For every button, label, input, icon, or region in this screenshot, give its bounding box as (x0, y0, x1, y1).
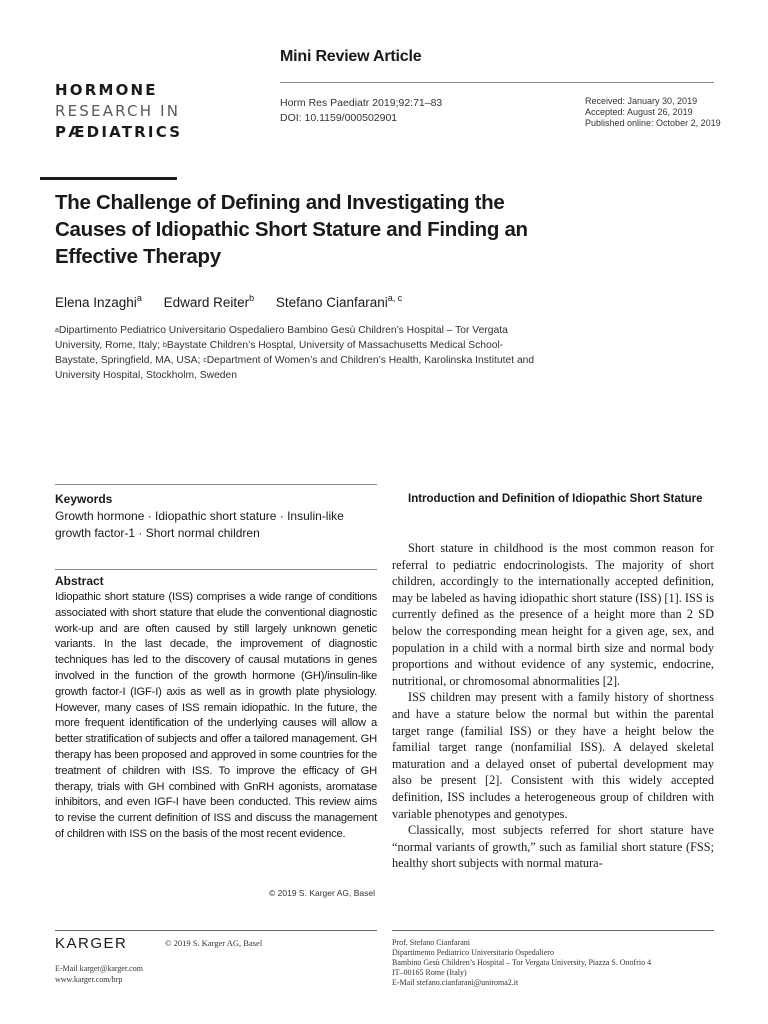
corr-address-line: Dipartimento Pediatrico Universitario Ospedaliero (392, 948, 554, 957)
affiliation-text: Dipartimento Pediatrico Universitario Ospedaliero Bambino Gesù Children’s Hospital – Tor Vergata University, Rome, Italy; (55, 325, 508, 351)
publisher-email[interactable]: E-Mail karger@karger.com (55, 964, 143, 973)
footer-copyright: © 2019 S. Karger AG, Basel (165, 938, 263, 948)
author (164, 295, 255, 310)
author-affiliation-mark: a (136, 293, 142, 303)
affiliation-mark: c (203, 357, 207, 364)
affiliation-mark: b (162, 342, 167, 349)
article-type: Mini Review Article (280, 48, 422, 65)
date-accepted: Accepted: August 26, 2019 (585, 107, 693, 117)
correspondence-address (392, 938, 651, 988)
author-list (55, 295, 420, 310)
abstract-text: Idiopathic short stature (ISS) comprises a wide range of conditions associated with short stature that elude the conventional diagnostic work-up and are often caused by still largely unknown genetic variants. In the last decade, the improvement of diagnostic techniques has led to the discovery of causal mutations in genes involved in the function of the growth hormone (GH)/insulin-like growth factor-I (IGF-I) axis as well as in growth plate physiology. However, many cases of ISS remain idiopathic. In the future, the more frequent identification of the underlying causes will allow a better stratification of subjects and offer a tailored management. GH therapy has been proposed and approved in some countries for the treatment of children with ISS. To improve the efficacy of GH therapy, trials with GH combined with GnRH agonists, aromatase inhibitors, and even IGF-I have been conducted. This review aims to revise the current definition of ISS and discuss the management of children with ISS on the basis of the most recent evidence. (55, 591, 377, 840)
corr-name: Prof. Stefano Cianfarani (392, 938, 470, 947)
date-published: Published online: October 2, 2019 (585, 118, 721, 128)
author (55, 295, 142, 310)
affiliations (55, 323, 545, 383)
journal-logo (55, 80, 182, 143)
journal-logo-line2: RESEARCH IN (55, 102, 181, 120)
article-title: The Challenge of Defining and Investigating the Causes of Idiopathic Short Stature and Finding an Effective Therapy (55, 191, 528, 268)
author (276, 295, 402, 310)
title-accent-rule (40, 177, 177, 180)
author-affiliation-mark: a, c (387, 293, 403, 303)
affiliation-text: Baystate Children’s Hosptal, University of Massachusetts Medical School-Baystate, Springfield, MA, USA; (55, 340, 504, 366)
publisher-contact (55, 964, 143, 985)
keywords-text: Growth hormone · Idiopathic short stature · Insulin-like growth factor-1 · Short normal children (55, 509, 344, 540)
section-heading: Introduction and Definition of Idiopathic Short Stature (408, 493, 703, 505)
journal-logo-line3: PÆDIATRICS (55, 123, 183, 141)
date-received: Received: January 30, 2019 (585, 96, 698, 106)
publisher-website[interactable]: www.karger.com/hrp (55, 974, 123, 984)
corr-email[interactable]: E-Mail stefano.cianfarani@uniroma2.it (392, 978, 519, 987)
footer-divider-right (392, 930, 714, 931)
affiliation-text: Department of Women’s and Children’s Health, Karolinska Institutet and University Hospital, Stockholm, Sweden (55, 355, 535, 381)
corr-address-line: Bambino Gesù Children’s Hospital – Tor Vergata University, Piazza S. Onofrio 4 (392, 958, 652, 967)
body-paragraph: Classically, most subjects referred for short stature have “normal variants of growth,” such as familial short stature (FSS; healthy short subjects with normal matura- (392, 823, 714, 871)
body-paragraph: ISS children may present with a family history of shortness and have a stature below the normal but within the parental target range (familial ISS) or they have a height below the familial target range (nonfamilial ISS). A delayed skeletal maturation and a delayed onset of pubertal development may also be present [2]. Consistent with this widely accepted definition, ISS includes a heterogeneous group of children with variable phenotypes and genotypes. (392, 690, 714, 821)
citation-block (280, 96, 442, 126)
corr-address-line: IT–00165 Rome (Italy) (392, 968, 467, 977)
header-divider (280, 82, 714, 83)
body-text (392, 540, 714, 872)
keywords-divider (55, 484, 377, 485)
abstract-divider (55, 569, 377, 570)
abstract-copyright: © 2019 S. Karger AG, Basel (269, 888, 375, 898)
author-affiliation-mark: b (249, 293, 255, 303)
author-name: Stefano Cianfarani (275, 295, 388, 310)
abstract-heading: Abstract (55, 574, 104, 588)
affiliation-mark: a (55, 327, 59, 334)
publisher-logo: KARGER (55, 935, 128, 952)
body-paragraph: Short stature in childhood is the most common reason for referral to pediatric endocrinologists. The majority of short children, accordingly to the internationally accepted definition, may be labeled as having idiopathic short stature (ISS) [1]. ISS is currently defined as the presence of a height more than 2 SD below the corresponding mean height for a given age, sex, and population in a child with a normal birth size and normal body proportions and without evidence of any systemic, endocrine, nutritional, or chromosomal abnormalities [2]. (392, 541, 714, 688)
author-name: Edward Reiter (163, 295, 250, 310)
author-name: Elena Inzaghi (55, 295, 137, 310)
journal-logo-line1: HORMONE (55, 81, 158, 99)
citation-doi[interactable]: DOI: 10.1159/000502901 (280, 112, 398, 124)
publication-dates (585, 96, 721, 129)
footer-divider-left (55, 930, 377, 931)
keywords-heading: Keywords (55, 492, 113, 506)
citation-reference: Horm Res Paediatr 2019;92:71–83 (280, 97, 443, 109)
